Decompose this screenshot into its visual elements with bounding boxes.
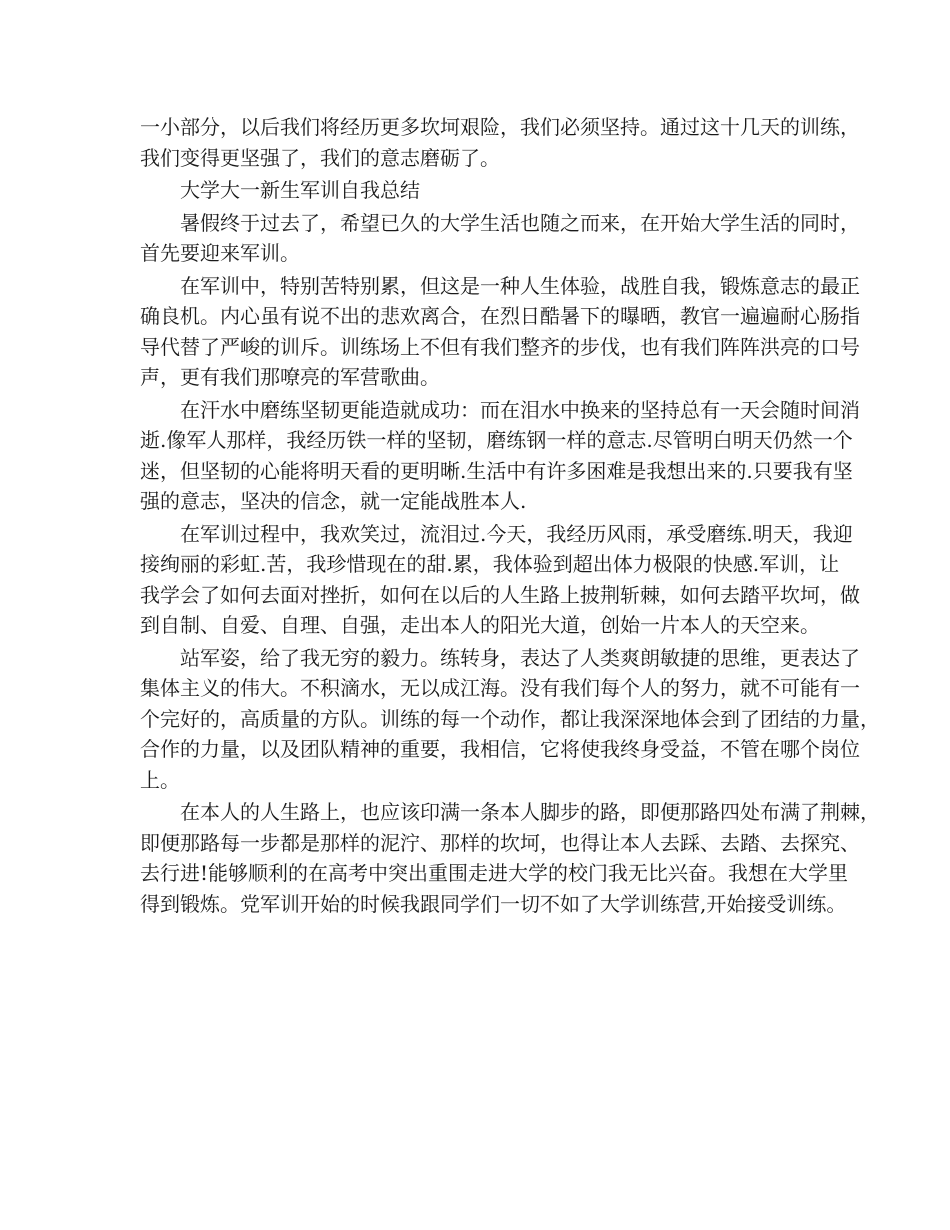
text-line: 得到锻炼。党军训开始的时候我跟同学们一切不如了大学训练营,开始接受训练。 xyxy=(140,891,847,916)
text-line: 我学会了如何去面对挫折，如何在以后的人生路上披荆斩棘，如何去踏平坎坷，做 xyxy=(140,582,860,607)
text-line: 一小部分，以后我们将经历更多坎坷艰险，我们必须坚持。通过这十几天的训练， xyxy=(140,115,860,139)
text-line: 到自制、自爱、自理、自强，走出本人的阳光大道，创始一片本人的天空来。 xyxy=(140,613,820,637)
text-line: 逝.像军人那样，我经历铁一样的坚韧，磨练钢一样的意志.尽管明白明天仍然一个 xyxy=(140,428,853,452)
text-line: 合作的力量，以及团队精神的重要，我相信，它将使我终身受益，不管在哪个岗位 xyxy=(140,737,860,761)
section-title xyxy=(140,175,820,206)
text-line: 在本人的人生路上，也应该印满一条本人脚步的路，即便那路四处布满了荆棘， xyxy=(180,800,880,824)
paragraph-p4 xyxy=(140,519,860,641)
text-line: 我们变得更坚强了，我们的意志磨砺了。 xyxy=(140,145,500,170)
paragraph-p3 xyxy=(140,395,860,517)
paragraph-p2 xyxy=(140,271,860,393)
paragraph-p6 xyxy=(140,797,880,919)
text-line: 上。 xyxy=(140,767,180,792)
document-body xyxy=(140,112,880,921)
text-line: 确良机。内心虽有说不出的悲欢离合，在烈日酷暑下的曝晒，教官一遍遍耐心肠指 xyxy=(140,304,860,328)
text-line: 在军训中，特别苦特别累，但这是一种人生体验，战胜自我，锻炼意志的最正 xyxy=(180,273,860,298)
text-line: 在军训过程中，我欢笑过，流泪过.今天，我经历风雨，承受磨练.明天，我迎 xyxy=(180,521,853,546)
text-line: 首先要迎来军训。 xyxy=(140,241,300,265)
paragraph-p5 xyxy=(140,643,880,796)
text-line: 站军姿，给了我无穷的毅力。练转身，表达了人类爽朗敏捷的思维，更表达了 xyxy=(180,645,860,670)
text-line: 迷，但坚韧的心能将明天看的更明晰.生活中有许多困难是我想出来的.只要我有坚 xyxy=(140,458,853,483)
text-line: 声，更有我们那嘹亮的军营歌曲。 xyxy=(140,365,440,389)
paragraph-p1 xyxy=(140,208,860,269)
text-line: 在汗水中磨练坚韧更能造就成功：而在泪水中换来的坚持总有一天会随时间消 xyxy=(180,397,860,422)
text-line: 去行进!能够顺利的在高考中突出重围走进大学的校门我无比兴奋。我想在大学里 xyxy=(140,861,849,885)
section-title-text: 大学大一新生军训自我总结 xyxy=(180,178,420,202)
text-line: 即便那路每一步都是那样的泥泞、那样的坎坷，也得让本人去踩、去踏、去探究、 xyxy=(140,830,860,855)
text-line: 接绚丽的彩虹.苦，我珍惜现在的甜.累，我体验到超出体力极限的快感.军训，让 xyxy=(140,552,840,576)
text-line: 集体主义的伟大。不积滴水，无以成江海。没有我们每个人的努力，就不可能有一 xyxy=(140,676,860,700)
text-line: 暑假终于过去了，希望已久的大学生活也随之而来，在开始大学生活的同时， xyxy=(180,210,860,235)
paragraph-intro-continued xyxy=(140,112,860,173)
text-line: 导代替了严峻的训斥。训练场上不但有我们整齐的步伐，也有我们阵阵洪亮的口号 xyxy=(140,334,860,359)
text-line: 个完好的，高质量的方队。训练的每一个动作，都让我深深地体会到了团结的力量， xyxy=(140,706,880,731)
text-line: 强的意志，坚决的信念，就一定能战胜本人. xyxy=(140,489,527,513)
